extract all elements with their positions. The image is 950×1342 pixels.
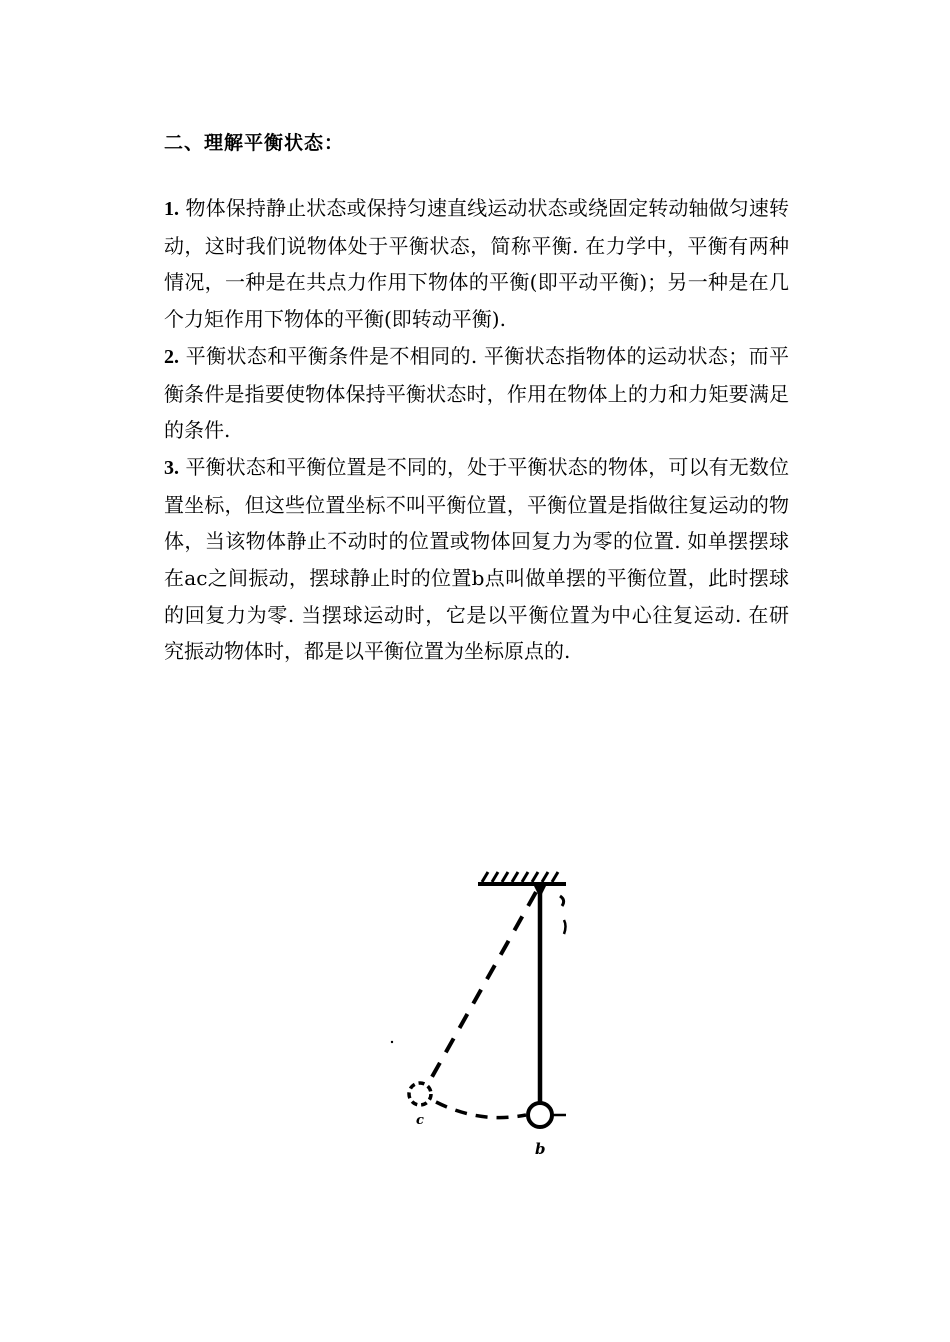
angle-mark (560, 896, 564, 906)
bob-c (409, 1083, 431, 1105)
ceiling-hatching (482, 872, 558, 882)
pendulum-diagram (380, 862, 580, 1162)
swing-arc (436, 1102, 526, 1118)
label-b: b (535, 1140, 546, 1158)
angle-arc (564, 920, 566, 934)
paragraph-1-text: 物体保持静止状态或保持匀速直线运动状态或绕固定转动轴做匀速转动，这时我们说物体处于平衡状态，简称平衡. 在力学中，平衡有两种情况，一种是在共点力作用下物体的平衡(即平动平衡)；另一种是在几个力矩作用下物体的平衡(即转动平衡). (164, 196, 790, 332)
stray-dot (391, 1041, 393, 1043)
paragraph-3-text: 平衡状态和平衡位置是不同的，处于平衡状态的物体，可以有无数位置坐标，但这些位置坐标不叫平衡位置，平衡位置是指做往复运动的物体，当该物体静止不动时的位置或物体回复力为零的位置. 如单摆摆球在ac之间振动，摆球静止时的位置b点叫做单摆的平衡位置，此时摆球的回复力为零. 当摆球运动时，它是以平衡位置为中心往复运动. 在研究振动物体时，都是以平衡位置为坐标原点的. (164, 454, 790, 664)
paragraph-3-number: 3. (164, 456, 179, 479)
bob-b (528, 1103, 552, 1127)
document-body (164, 190, 789, 670)
pendulum-figure (380, 862, 580, 1162)
label-c: c (416, 1113, 424, 1128)
section-heading: 二、理解平衡状态： (164, 132, 345, 154)
paragraph-2-number: 2. (164, 345, 179, 368)
paragraph-1 (164, 190, 789, 338)
paragraph-2-text: 平衡状态和平衡条件是不相同的. 平衡状态指物体的运动状态；而平衡条件是指要使物体保持平衡状态时，作用在物体上的力和力矩要满足的条件. (164, 343, 790, 443)
displaced-string (428, 892, 536, 1084)
paragraph-2 (164, 338, 789, 449)
paragraph-1-number: 1. (164, 198, 179, 220)
paragraph-3 (164, 449, 789, 670)
